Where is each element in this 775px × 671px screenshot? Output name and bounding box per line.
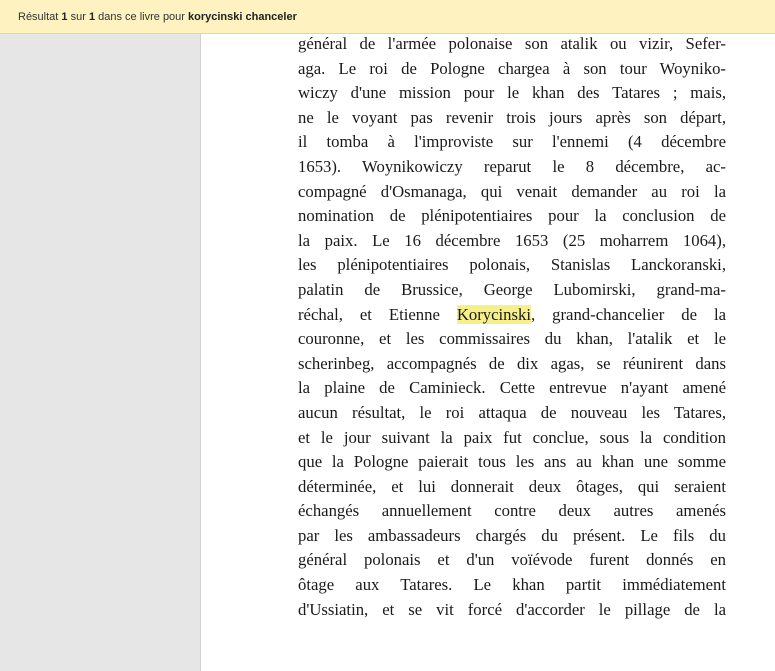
left-sidebar (0, 34, 201, 671)
text-line (298, 81, 726, 106)
text-line (298, 229, 726, 254)
search-query: korycinski chanceler (188, 11, 297, 23)
text-line (298, 327, 726, 352)
line-text: compagné d'Osmanaga, qui venait demander au roi la (298, 181, 726, 201)
text-line (298, 57, 726, 82)
text-line (298, 106, 726, 131)
line-text: il tomba à l'improviste sur l'ennemi (4 décembre (298, 132, 726, 152)
text-line (298, 450, 726, 475)
text-line (298, 253, 726, 278)
text-line (298, 499, 726, 524)
text-line (298, 303, 726, 328)
text-line (298, 130, 726, 155)
line-text: que la Pologne paierait tous les ans au khan une somme (298, 452, 726, 472)
book-page[interactable] (201, 34, 775, 671)
line-text: scherinbeg, accompagnés de dix agas, se réunirent dans (298, 353, 726, 373)
text-line (298, 204, 726, 229)
text-line (298, 573, 726, 598)
text-line (298, 426, 726, 451)
line-text: déterminée, et lui donnerait deux ôtages, qui seraient (298, 476, 726, 496)
text-line (298, 524, 726, 549)
result-mid2: dans ce livre pour (95, 11, 189, 23)
text-line (298, 401, 726, 426)
line-text: général de l'armée polonaise son atalik ou vizir, Sefer- (298, 34, 726, 53)
result-prefix: Résultat (18, 11, 62, 23)
text-line (298, 34, 726, 57)
search-result-bar (0, 0, 775, 34)
line-text: réchal, et Etienne (298, 304, 457, 324)
page-text (298, 34, 726, 622)
line-text: d'Ussiatin, et se vit forcé d'accorder le pillage de la (298, 599, 726, 619)
result-total: 1 (88, 11, 96, 23)
search-highlight: Korycinski (456, 304, 532, 324)
line-text: 1653). Woynikowiczy reparut le 8 décembre, ac- (298, 156, 726, 176)
line-text: , grand-chancelier de la (531, 304, 726, 324)
text-line (298, 376, 726, 401)
line-text: les plénipotentiaires polonais, Stanislas Lanckoranski, (298, 255, 726, 275)
text-line (298, 475, 726, 500)
text-line (298, 352, 726, 377)
text-line (298, 598, 726, 623)
line-text: wiczy d'une mission pour le khan des Tatares ; mais, (298, 83, 726, 103)
line-text: palatin de Brussice, George Lubomirski, grand-ma- (298, 279, 726, 299)
text-line (298, 278, 726, 303)
text-line (298, 548, 726, 573)
text-line (298, 180, 726, 205)
line-text: et le jour suivant la paix fut conclue, sous la condition (298, 427, 726, 447)
line-text: général polonais et d'un voïévode furent donnés en (298, 550, 726, 570)
line-text: la paix. Le 16 décembre 1653 (25 moharrem 1064), (298, 230, 726, 250)
line-text: ôtage aux Tatares. Le khan partit immédiatement (298, 575, 726, 595)
line-text: couronne, et les commissaires du khan, l'atalik et le (298, 329, 726, 349)
line-text: aga. Le roi de Pologne chargea à son tour Woyniko- (298, 58, 726, 78)
line-text: ne le voyant pas revenir trois jours après son départ, (298, 107, 726, 127)
result-current: 1 (61, 11, 68, 23)
line-text: échangés annuellement contre deux autres amenés (298, 501, 726, 521)
line-text: la plaine de Caminieck. Cette entrevue n'ayant amené (298, 378, 726, 398)
line-text: aucun résultat, le roi attaqua de nouveau les Tatares, (298, 402, 726, 422)
result-mid1: sur (67, 11, 89, 23)
text-line (298, 155, 726, 180)
line-text: par les ambassadeurs chargés du présent. Le fils du (298, 525, 726, 545)
line-text: nomination de plénipotentiaires pour la conclusion de (298, 206, 726, 226)
